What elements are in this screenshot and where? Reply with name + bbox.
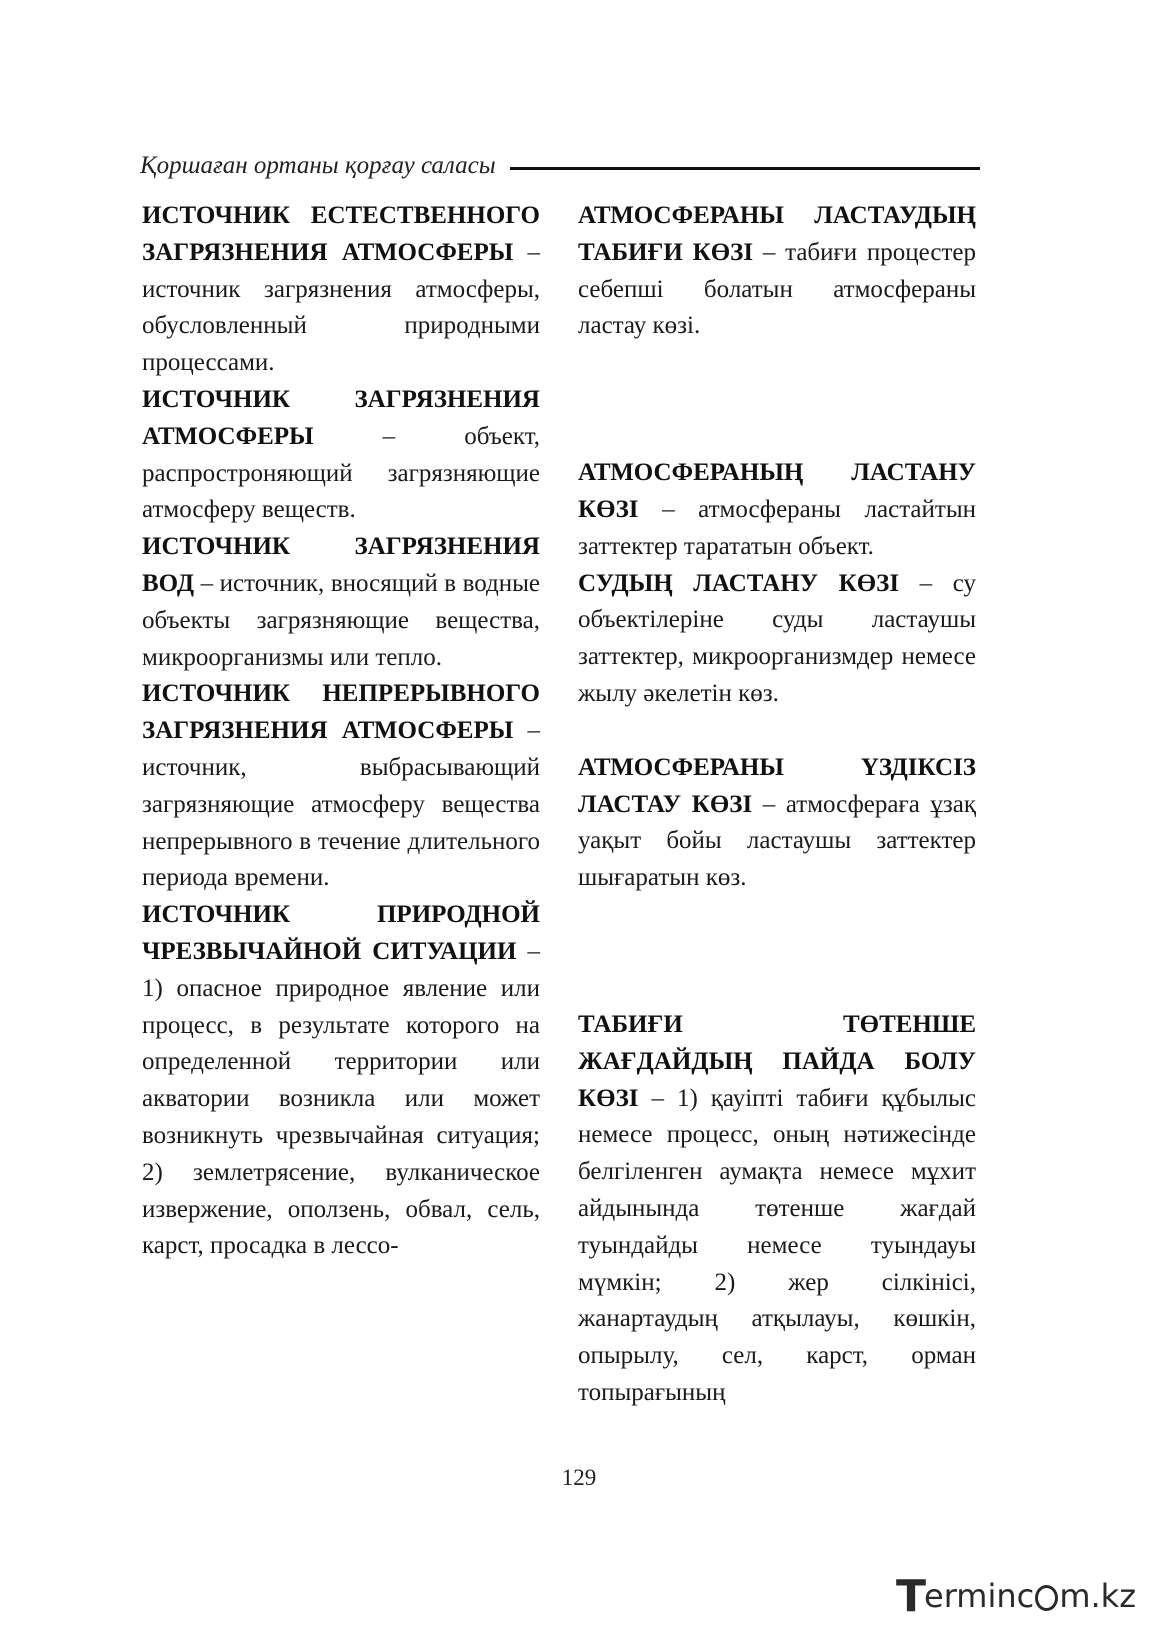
entry-term: ИСТОЧНИК НЕПРЕРЫВНОГО ЗАГРЯЗНЕНИЯ АТМОСФЕРЫ bbox=[142, 680, 540, 745]
watermark-text-2: m.kz bbox=[1059, 1577, 1136, 1615]
entry-definition: – объект, распростроняющий загрязняющие атмосферу веществ. bbox=[142, 422, 540, 524]
entry-term: СУДЫҢ ЛАСТАНУ КӨЗІ bbox=[578, 569, 900, 597]
entry-definition: – атмосфераға ұзақ уақыт бойы ластаушы заттектер шығаратын көз. bbox=[578, 790, 977, 892]
entry bbox=[142, 529, 540, 676]
watermark-logo bbox=[896, 1567, 1136, 1625]
entry bbox=[142, 198, 540, 382]
header-rule bbox=[510, 167, 980, 170]
entry bbox=[578, 750, 976, 897]
header-title: Қоршаған ортаны қорғау саласы bbox=[140, 152, 496, 179]
entry-term: ИСТОЧНИК ЕСТЕСТВЕННОГО ЗАГРЯЗНЕНИЯ АТМОСФЕРЫ bbox=[142, 202, 540, 266]
entry-definition: – источник, вносящий в водные объекты загрязняющие вещества, микроорганизмы или тепло. bbox=[142, 569, 540, 671]
entry-definition: – су объектілеріне суды ластаушы заттектер, микроорганизмдер немесе жылу әкелетін көз. bbox=[578, 569, 976, 707]
entry bbox=[142, 676, 540, 897]
watermark-o-icon bbox=[1035, 1585, 1058, 1611]
entry-term: ИСТОЧНИК ПРИРОДНОЙ ЧРЕЗВЫЧАЙНОЙ СИТУАЦИИ bbox=[142, 901, 540, 965]
entry-term: ИСТОЧНИК ЗАГРЯЗНЕНИЯ АТМОСФЕРЫ bbox=[142, 385, 540, 450]
entry bbox=[578, 198, 976, 345]
entry bbox=[578, 566, 976, 713]
entry-term: АТМОСФЕРАНЫ ЛАСТАУДЫҢ ТАБИҒИ КӨЗІ bbox=[578, 202, 976, 266]
entry-term: АТМОСФЕРАНЫҢ ЛАСТАНУ КӨЗІ bbox=[578, 459, 976, 523]
entry-definition: – 1) қауіпті табиғи құбылыс немесе процесс, оның нәтижесінде белгіленген аумақта немесе мұхит айдынында төтенше жағдай туындайды немесе туындауы мүмкін; 2) жер сілкінісі, жанартаудың атқылауы, көшкін, опырылу, сел, карст, орман топырағының bbox=[578, 1084, 976, 1406]
watermark-t: T bbox=[896, 1570, 927, 1622]
entry-definition: – табиғи процестер себепші болатын атмосфераны ластау көзі. bbox=[578, 238, 977, 340]
right-column bbox=[578, 198, 976, 1412]
entry-definition: – 1) опасное природное явление или процесс, в результате которого на определенной территории или акватории возникла или может возникнуть чрезвычайная ситуация; 2) землетрясение, вулканическое извержение, оползень, обвал, сель, карст, просадка в лессо- bbox=[142, 937, 540, 1260]
entry bbox=[142, 897, 540, 1265]
left-column bbox=[142, 198, 540, 1265]
entry-definition: – атмосфераны ластайтын заттектер тарататын объект. bbox=[578, 495, 976, 560]
watermark-text-1: erminc bbox=[924, 1577, 1035, 1615]
entry bbox=[142, 382, 540, 529]
entry bbox=[578, 1007, 976, 1412]
page-number: 129 bbox=[561, 1465, 597, 1490]
entry-term: АТМОСФЕРАНЫ ҮЗДІКСІЗ ЛАСТАУ КӨЗІ bbox=[578, 753, 976, 818]
entry-term: ТАБИҒИ ТӨТЕНШЕ ЖАҒДАЙДЫҢ ПАЙДА БОЛУ КӨЗІ bbox=[578, 1010, 976, 1112]
entry-definition: – источник, выбрасывающий загрязняющие атмосферу вещества непрерывного в течение длительного периода времени. bbox=[142, 717, 540, 892]
entry bbox=[578, 455, 976, 565]
entry-definition: – источник загрязнения атмосферы, обусловленный природными процессами. bbox=[142, 238, 540, 377]
running-header bbox=[140, 146, 980, 186]
entry-term: ИСТОЧНИК ЗАГРЯЗНЕНИЯ ВОД bbox=[142, 533, 540, 597]
